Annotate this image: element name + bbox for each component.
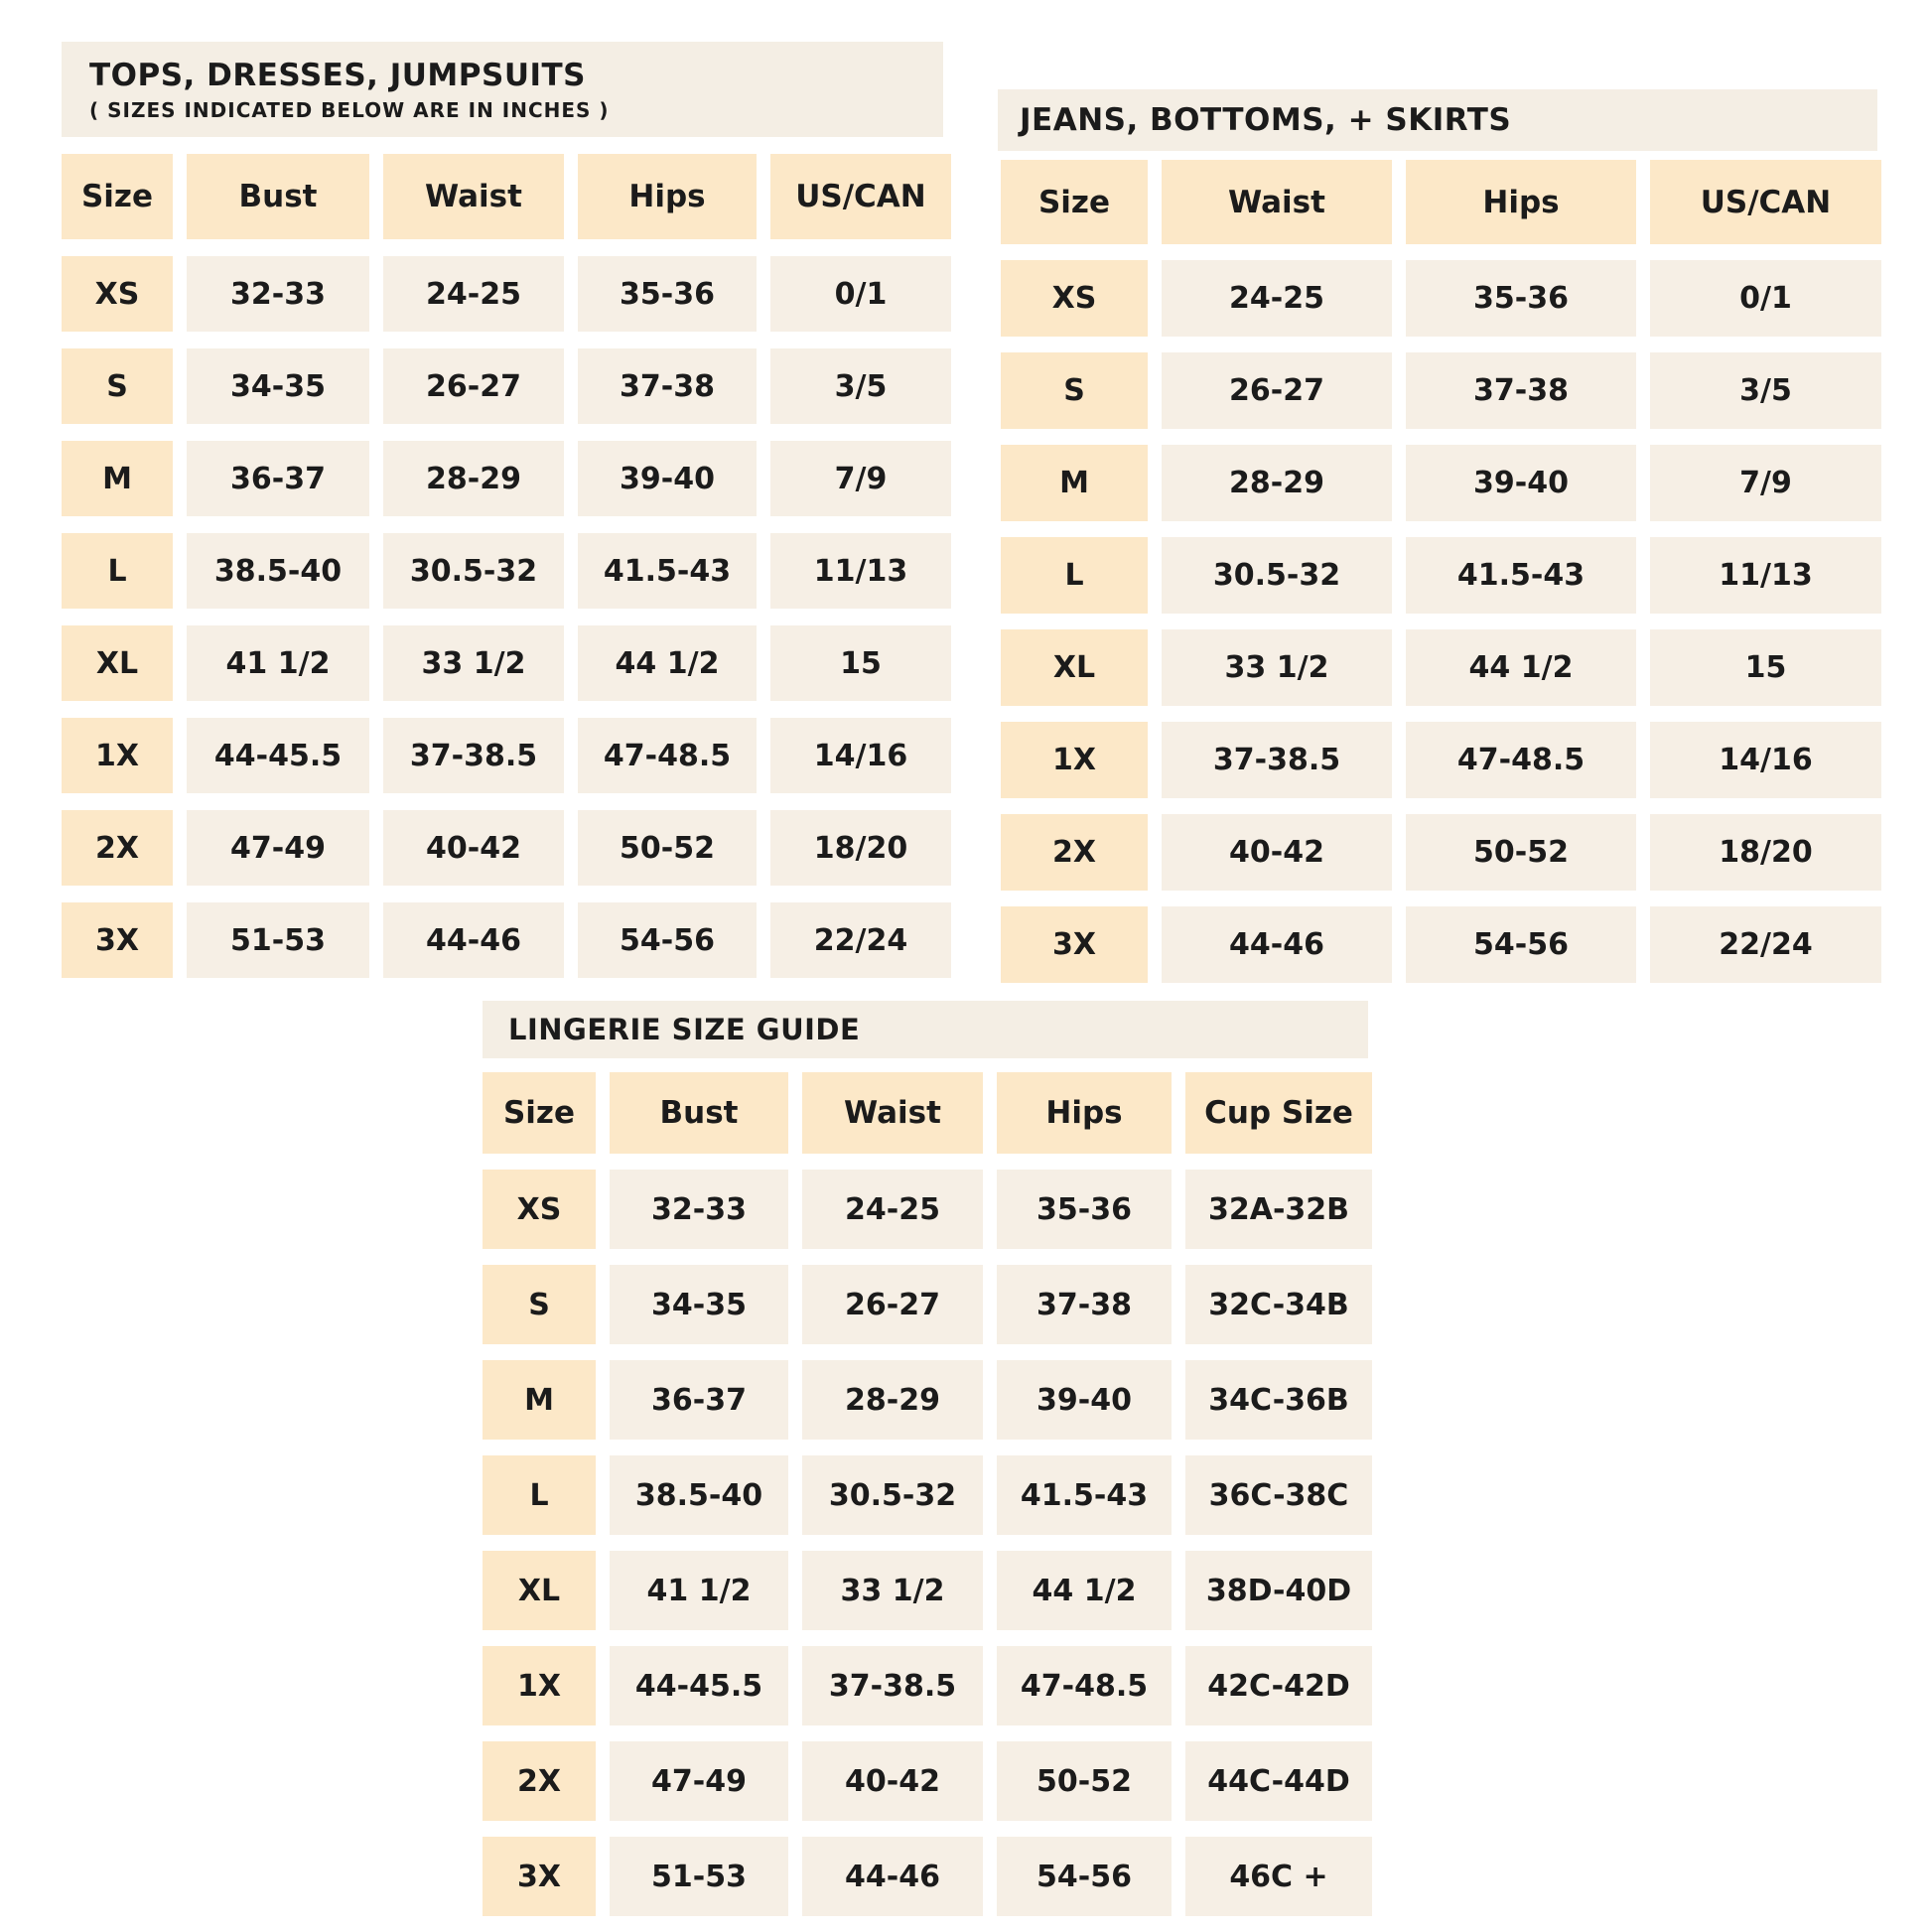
value-cell: 37-38 (997, 1265, 1172, 1344)
size-label-cell: L (62, 533, 173, 609)
value-cell: 15 (1650, 629, 1881, 706)
value-cell: 44-46 (802, 1837, 983, 1916)
column-header-size: Size (62, 154, 173, 239)
column-header-cup-size: Cup Size (1185, 1072, 1372, 1154)
value-cell: 33 1/2 (802, 1551, 983, 1630)
value-cell: 47-48.5 (578, 718, 757, 793)
value-cell: 47-49 (610, 1741, 788, 1821)
value-cell: 15 (770, 625, 951, 701)
value-cell: 35-36 (1406, 260, 1636, 337)
size-label-cell: XL (1001, 629, 1148, 706)
value-cell: 11/13 (770, 533, 951, 609)
value-cell: 50-52 (1406, 814, 1636, 891)
value-cell: 26-27 (383, 348, 564, 424)
size-label-cell: 3X (483, 1837, 596, 1916)
column-header-us-can: US/CAN (770, 154, 951, 239)
jeans-bottoms-skirts-title: JEANS, BOTTOMS, + SKIRTS (1020, 102, 1512, 138)
size-label-cell: S (62, 348, 173, 424)
value-cell: 37-38.5 (1162, 722, 1392, 798)
size-label-cell: XS (1001, 260, 1148, 337)
column-header-bust: Bust (187, 154, 369, 239)
value-cell: 0/1 (1650, 260, 1881, 337)
size-label-cell: M (483, 1360, 596, 1440)
value-cell: 28-29 (1162, 445, 1392, 521)
value-cell: 38D-40D (1185, 1551, 1372, 1630)
size-label-cell: XS (62, 256, 173, 332)
column-header-hips: Hips (997, 1072, 1172, 1154)
value-cell: 33 1/2 (383, 625, 564, 701)
value-cell: 47-49 (187, 810, 369, 886)
value-cell: 35-36 (578, 256, 757, 332)
value-cell: 41.5-43 (1406, 537, 1636, 614)
value-cell: 36C-38C (1185, 1455, 1372, 1535)
size-label-cell: XL (483, 1551, 596, 1630)
value-cell: 39-40 (1406, 445, 1636, 521)
lingerie-size-guide-title: LINGERIE SIZE GUIDE (508, 1013, 861, 1046)
column-header-waist: Waist (802, 1072, 983, 1154)
value-cell: 24-25 (1162, 260, 1392, 337)
size-label-cell: M (62, 441, 173, 516)
jeans-bottoms-skirts-table (1001, 160, 1881, 983)
size-label-cell: L (1001, 537, 1148, 614)
value-cell: 26-27 (802, 1265, 983, 1344)
value-cell: 24-25 (383, 256, 564, 332)
value-cell: 22/24 (770, 902, 951, 978)
value-cell: 22/24 (1650, 906, 1881, 983)
value-cell: 38.5-40 (187, 533, 369, 609)
value-cell: 36-37 (187, 441, 369, 516)
column-header-size: Size (1001, 160, 1148, 244)
value-cell: 46C + (1185, 1837, 1372, 1916)
value-cell: 44-45.5 (610, 1646, 788, 1725)
value-cell: 41.5-43 (997, 1455, 1172, 1535)
jeans-bottoms-skirts-title-bar (998, 89, 1877, 151)
value-cell: 36-37 (610, 1360, 788, 1440)
value-cell: 41 1/2 (610, 1551, 788, 1630)
tops-dresses-jumpsuits-title-bar (62, 42, 943, 137)
value-cell: 14/16 (1650, 722, 1881, 798)
value-cell: 32C-34B (1185, 1265, 1372, 1344)
value-cell: 18/20 (770, 810, 951, 886)
value-cell: 50-52 (997, 1741, 1172, 1821)
value-cell: 7/9 (770, 441, 951, 516)
column-header-hips: Hips (578, 154, 757, 239)
size-label-cell: S (483, 1265, 596, 1344)
value-cell: 51-53 (187, 902, 369, 978)
column-header-hips: Hips (1406, 160, 1636, 244)
value-cell: 34-35 (610, 1265, 788, 1344)
value-cell: 32-33 (610, 1170, 788, 1249)
column-header-bust: Bust (610, 1072, 788, 1154)
value-cell: 54-56 (997, 1837, 1172, 1916)
tops-dresses-jumpsuits-table (62, 154, 951, 978)
column-header-waist: Waist (383, 154, 564, 239)
value-cell: 38.5-40 (610, 1455, 788, 1535)
value-cell: 26-27 (1162, 352, 1392, 429)
value-cell: 0/1 (770, 256, 951, 332)
value-cell: 42C-42D (1185, 1646, 1372, 1725)
value-cell: 3/5 (770, 348, 951, 424)
value-cell: 44 1/2 (1406, 629, 1636, 706)
sizes-in-inches-subtitle: ( SIZES INDICATED BELOW ARE IN INCHES ) (89, 97, 610, 122)
value-cell: 35-36 (997, 1170, 1172, 1249)
value-cell: 32A-32B (1185, 1170, 1372, 1249)
size-label-cell: 2X (483, 1741, 596, 1821)
value-cell: 40-42 (383, 810, 564, 886)
size-label-cell: S (1001, 352, 1148, 429)
size-label-cell: 2X (62, 810, 173, 886)
lingerie-size-guide-title-bar (483, 1001, 1368, 1058)
value-cell: 30.5-32 (383, 533, 564, 609)
column-header-size: Size (483, 1072, 596, 1154)
value-cell: 34C-36B (1185, 1360, 1372, 1440)
value-cell: 34-35 (187, 348, 369, 424)
column-header-waist: Waist (1162, 160, 1392, 244)
value-cell: 30.5-32 (802, 1455, 983, 1535)
size-label-cell: 1X (62, 718, 173, 793)
value-cell: 39-40 (997, 1360, 1172, 1440)
value-cell: 47-48.5 (997, 1646, 1172, 1725)
value-cell: 33 1/2 (1162, 629, 1392, 706)
value-cell: 37-38.5 (383, 718, 564, 793)
value-cell: 24-25 (802, 1170, 983, 1249)
value-cell: 51-53 (610, 1837, 788, 1916)
value-cell: 37-38 (1406, 352, 1636, 429)
value-cell: 40-42 (802, 1741, 983, 1821)
value-cell: 7/9 (1650, 445, 1881, 521)
value-cell: 40-42 (1162, 814, 1392, 891)
value-cell: 44-46 (1162, 906, 1392, 983)
lingerie-size-guide-table (483, 1072, 1372, 1916)
value-cell: 28-29 (802, 1360, 983, 1440)
value-cell: 32-33 (187, 256, 369, 332)
value-cell: 39-40 (578, 441, 757, 516)
value-cell: 41.5-43 (578, 533, 757, 609)
value-cell: 44C-44D (1185, 1741, 1372, 1821)
size-label-cell: 1X (1001, 722, 1148, 798)
value-cell: 37-38.5 (802, 1646, 983, 1725)
value-cell: 30.5-32 (1162, 537, 1392, 614)
value-cell: 37-38 (578, 348, 757, 424)
value-cell: 44-45.5 (187, 718, 369, 793)
value-cell: 44 1/2 (578, 625, 757, 701)
size-label-cell: XS (483, 1170, 596, 1249)
value-cell: 41 1/2 (187, 625, 369, 701)
tops-dresses-jumpsuits-title: TOPS, DRESSES, JUMPSUITS (89, 57, 587, 93)
value-cell: 47-48.5 (1406, 722, 1636, 798)
value-cell: 3/5 (1650, 352, 1881, 429)
size-label-cell: L (483, 1455, 596, 1535)
size-label-cell: 1X (483, 1646, 596, 1725)
value-cell: 44 1/2 (997, 1551, 1172, 1630)
size-label-cell: M (1001, 445, 1148, 521)
value-cell: 50-52 (578, 810, 757, 886)
size-label-cell: XL (62, 625, 173, 701)
size-label-cell: 3X (1001, 906, 1148, 983)
value-cell: 54-56 (1406, 906, 1636, 983)
value-cell: 28-29 (383, 441, 564, 516)
value-cell: 11/13 (1650, 537, 1881, 614)
value-cell: 18/20 (1650, 814, 1881, 891)
size-label-cell: 2X (1001, 814, 1148, 891)
value-cell: 44-46 (383, 902, 564, 978)
value-cell: 54-56 (578, 902, 757, 978)
size-label-cell: 3X (62, 902, 173, 978)
column-header-us-can: US/CAN (1650, 160, 1881, 244)
value-cell: 14/16 (770, 718, 951, 793)
